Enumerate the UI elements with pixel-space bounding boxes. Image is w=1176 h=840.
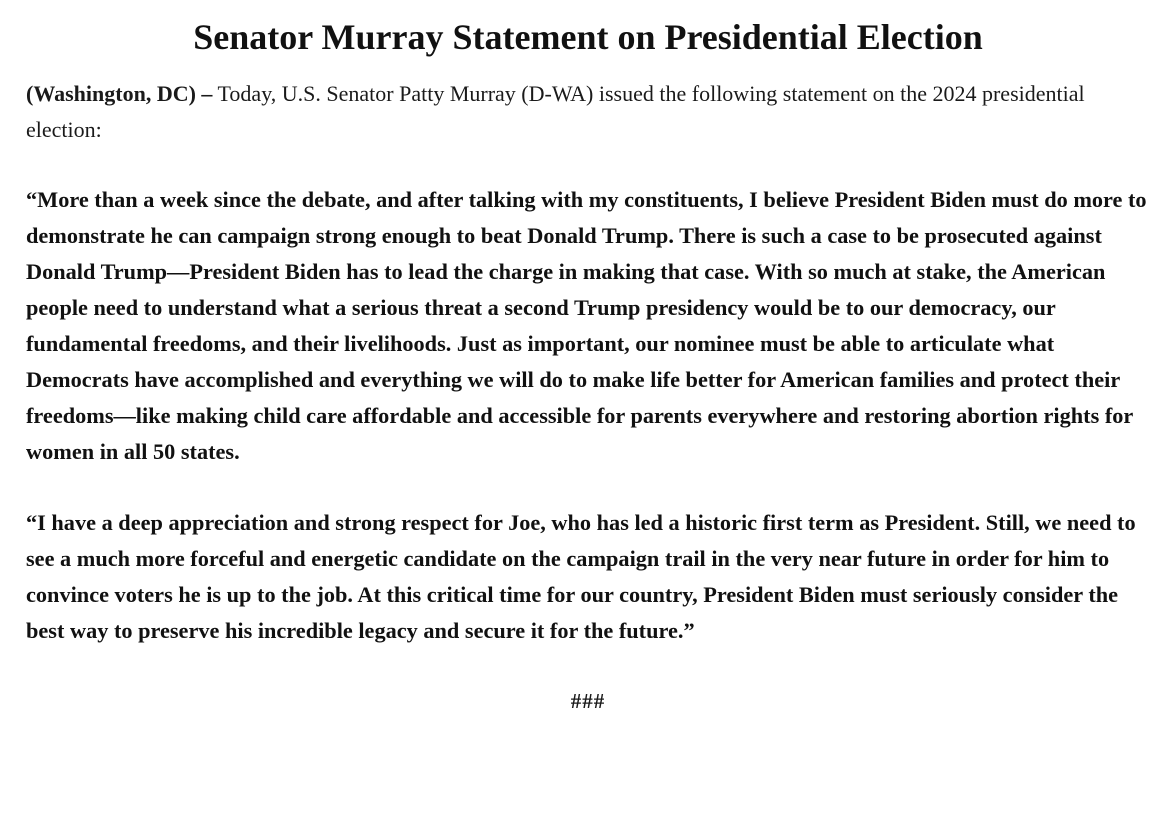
dateline: (Washington, DC) –	[26, 81, 213, 106]
page-title: Senator Murray Statement on Presidential Election	[193, 17, 983, 57]
statement-quote-1: “More than a week since the debate, and after talking with my constituents, I believe President Biden must do more to demonstrate he can campaign strong enough to beat Donald Trump. There is such a case to be prosecuted against Donald Trump—President Biden has to lead the charge in making that case. With so much at stake, the American people need to understand what a serious threat a second Trump presidency would be to our democracy, our fundamental freedoms, and their livelihoods. Just as important, our nominee must be able to articulate what Democrats have accomplished and everything we will do to make life better for American families and protect their freedoms—like making child care affordable and accessible for parents everywhere and restoring abortion rights for women in all 50 states.	[26, 187, 1147, 464]
intro-text: Today, U.S. Senator Patty Murray (D-WA) issued the following statement on the 2024 presidential election:	[26, 81, 1085, 142]
statement-quote-2: “I have a deep appreciation and strong respect for Joe, who has led a historic first term as President. Still, we need to see a much more forceful and energetic candidate on the campaign trail in the very near future in order for him to convince voters he is up to the job. At this critical time for our country, President Biden must seriously consider the best way to preserve his incredible legacy and secure it for the future.”	[26, 510, 1136, 643]
end-mark: ###	[570, 689, 606, 713]
intro-paragraph	[26, 76, 1150, 147]
